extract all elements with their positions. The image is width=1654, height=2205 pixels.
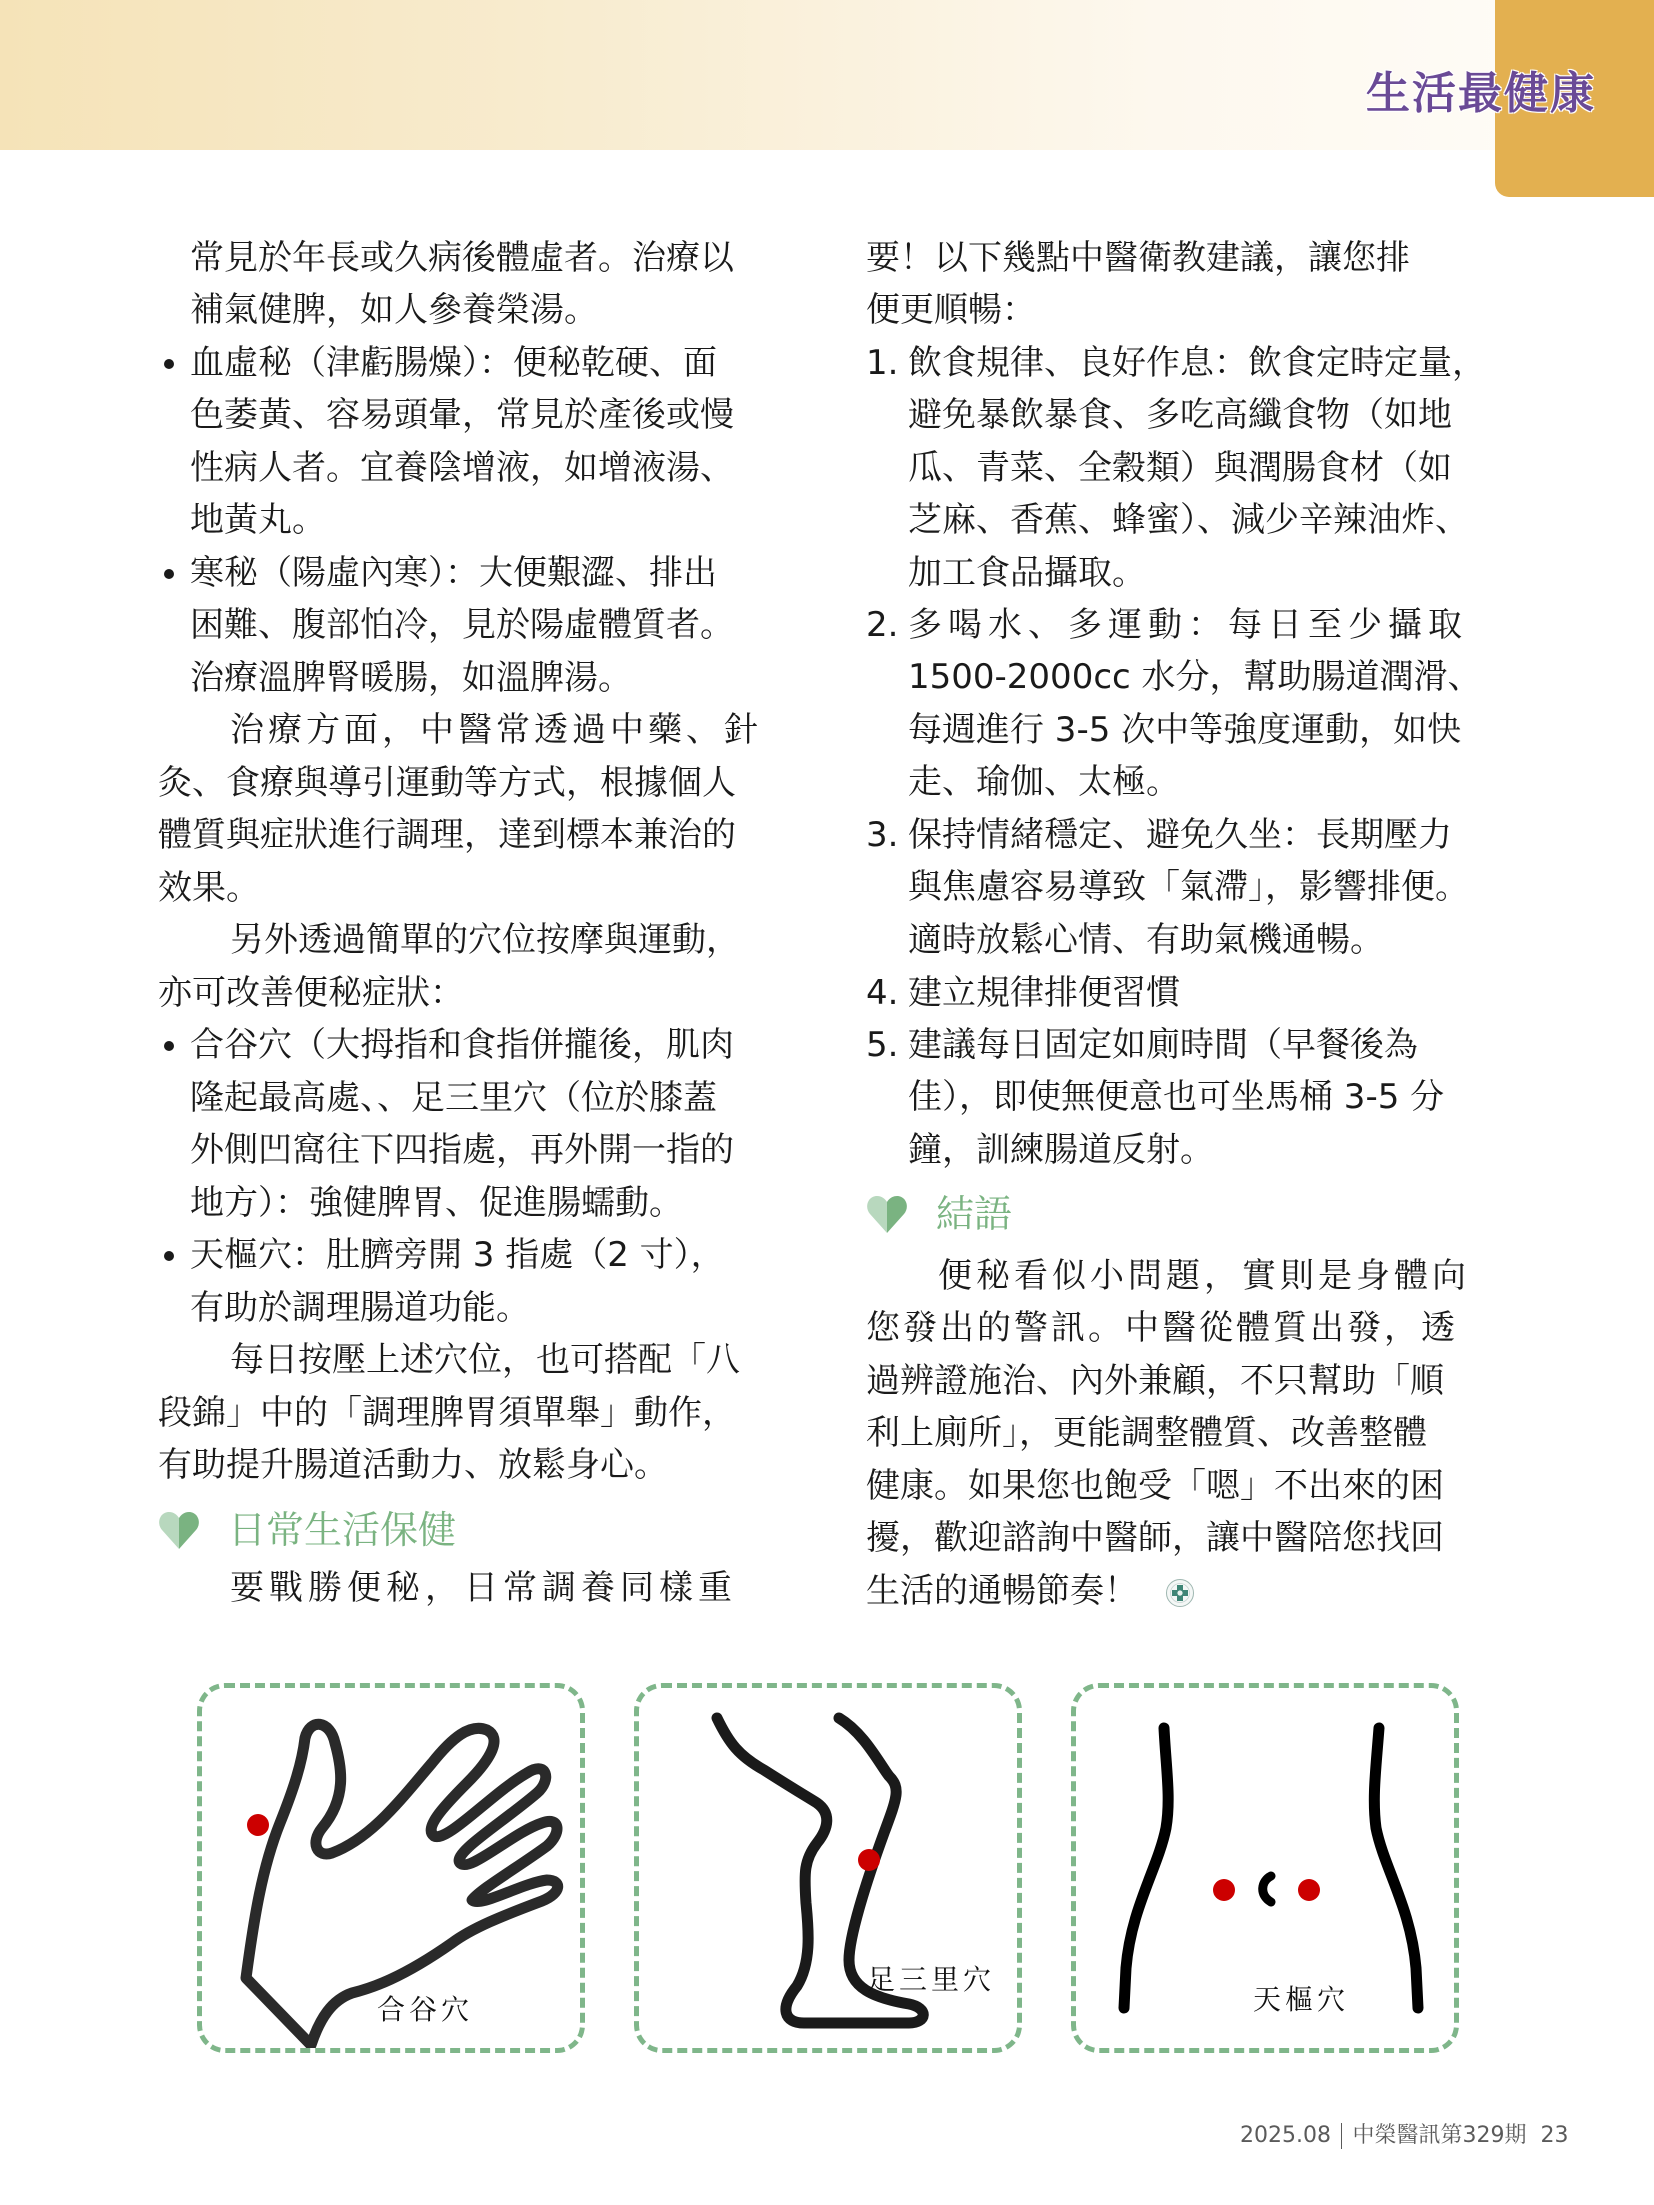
figure-hegu xyxy=(197,1683,585,2053)
text-line: 效果。 xyxy=(158,868,260,908)
text-line: 佳），即使無便意也可坐馬桶 3-5 分 xyxy=(908,1077,1445,1117)
page-number: 23 xyxy=(1540,2123,1569,2148)
section-heading-text: 結語 xyxy=(936,1192,1013,1236)
text-line-last xyxy=(866,1565,1195,1617)
text-line: 加工食品攝取。 xyxy=(908,553,1146,593)
text-line: 補氣健脾，如人參養榮湯。 xyxy=(190,290,598,330)
text-line: 保持情緒穩定、避免久坐：長期壓力 xyxy=(908,815,1452,855)
text-line: 合谷穴（大拇指和食指併攏後，肌肉 xyxy=(190,1025,734,1065)
paragraph-first-line: 每日按壓上述穴位，也可搭配「八 xyxy=(230,1340,740,1380)
text-line: 健康。如果您也飽受「嗯」不出來的困 xyxy=(866,1466,1444,1506)
text-line: 多喝水、多運動：每日至少攝取 xyxy=(908,605,1468,645)
text-line: 利上廁所」，更能調整體質、改善整體 xyxy=(866,1413,1427,1453)
section-title: 生活最健康 xyxy=(1366,68,1596,119)
section-heading-daily-care xyxy=(158,1502,456,1558)
footer-divider xyxy=(1341,2123,1343,2149)
item-number: 1. xyxy=(866,343,899,383)
list-item xyxy=(158,1019,792,1071)
section-heading-conclusion xyxy=(866,1186,1012,1242)
text-line: 外側凹窩往下四指處，再外開一指的 xyxy=(190,1130,734,1170)
item-number: 4. xyxy=(866,973,899,1013)
publication-name: 中榮醫訊第329期 xyxy=(1352,2123,1527,2148)
figure-label: 天樞穴 xyxy=(1253,1983,1350,2016)
section-heading-text: 日常生活保健 xyxy=(228,1508,457,1552)
figure-label: 足三里穴 xyxy=(867,1963,996,1996)
bullet-icon xyxy=(158,1019,180,1071)
paragraph-first-line: 便秘看似小問題，實則是身體向 xyxy=(938,1256,1470,1296)
text-line: 生活的通暢節奏！ xyxy=(866,1571,1138,1611)
list-item xyxy=(158,337,792,389)
paragraph-first-line: 另外透過簡單的穴位按摩與運動， xyxy=(230,920,740,960)
text-line: 要！以下幾點中醫衛教建議，讓您排 xyxy=(866,238,1410,278)
item-number: 2. xyxy=(866,605,899,645)
text-line: 適時放鬆心情、有助氣機通暢。 xyxy=(908,920,1384,960)
text-line: 灸、食療與導引運動等方式，根據個人 xyxy=(158,763,736,803)
text-line: 段錦」中的「調理脾胃須單舉」動作， xyxy=(158,1393,736,1433)
paragraph-first-line: 治療方面，中醫常透過中藥、針 xyxy=(230,710,762,750)
text-line: 地黃丸。 xyxy=(190,500,326,540)
figure-zusanli xyxy=(634,1683,1022,2053)
text-line: 飲食規律、良好作息：飲食定時定量， xyxy=(908,343,1486,383)
issue-date: 2025.08 xyxy=(1240,2123,1331,2148)
text-line: 便更順暢： xyxy=(866,290,1036,330)
text-line: 色萎黃、容易頭暈，常見於產後或慢 xyxy=(190,395,734,435)
text-line: 有助提升腸道活動力、放鬆身心。 xyxy=(158,1445,668,1485)
text-line: 與焦慮容易導致「氣滯」，影響排便。 xyxy=(908,867,1469,907)
text-line: 您發出的警訊。中醫從體質出發，透 xyxy=(866,1308,1458,1348)
bullet-icon xyxy=(158,1229,180,1281)
bullet-icon xyxy=(158,337,180,389)
hospital-logo-icon xyxy=(1165,1578,1195,1608)
item-number: 5. xyxy=(866,1025,899,1065)
text-line: 血虛秘（津虧腸燥）：便秘乾硬、面 xyxy=(190,343,717,383)
text-line: 擾，歡迎諮詢中醫師，讓中醫陪您找回 xyxy=(866,1518,1444,1558)
text-line: 走、瑜伽、太極。 xyxy=(908,762,1180,802)
text-line: 每週進行 3-5 次中等強度運動，如快 xyxy=(908,710,1462,750)
text-line: 芝麻、香蕉、蜂蜜）、減少辛辣油炸、 xyxy=(908,500,1469,540)
text-line: 困難、腹部怕冷，見於陽虛體質者。 xyxy=(190,605,734,645)
text-line: 亦可改善便秘症狀： xyxy=(158,973,464,1013)
text-line: 治療溫脾腎暖腸，如溫脾湯。 xyxy=(190,658,632,698)
text-line: 1500-2000cc 水分，幫助腸道潤滑、 xyxy=(908,657,1482,697)
figure-label: 合谷穴 xyxy=(377,1993,474,2026)
text-line: 體質與症狀進行調理，達到標本兼治的 xyxy=(158,815,736,855)
text-line: 寒秘（陽虛內寒）：大便艱澀、排出 xyxy=(190,553,717,593)
item-number: 3. xyxy=(866,815,899,855)
text-line: 避免暴飲暴食、多吃高纖食物（如地 xyxy=(908,395,1452,435)
text-line: 鐘，訓練腸道反射。 xyxy=(908,1130,1214,1170)
list-item xyxy=(158,1229,792,1281)
list-item xyxy=(158,547,792,599)
page-footer xyxy=(1240,2118,1568,2154)
text-line: 有助於調理腸道功能。 xyxy=(190,1288,530,1328)
text-line: 常見於年長或久病後體虛者。治療以 xyxy=(190,238,734,278)
text-line: 瓜、青菜、全穀類）與潤腸食材（如 xyxy=(908,448,1452,488)
text-line: 建立規律排便習慣 xyxy=(908,973,1180,1013)
text-line: 建議每日固定如廁時間（早餐後為 xyxy=(908,1025,1418,1065)
heart-icon xyxy=(158,1511,200,1549)
figure-tianshu xyxy=(1071,1683,1459,2053)
text-line: 過辨證施治、內外兼顧，不只幫助「順 xyxy=(866,1361,1444,1401)
paragraph-first-line: 要戰勝便秘，日常調養同樣重 xyxy=(230,1568,737,1608)
text-line: 地方）：強健脾胃、促進腸蠕動。 xyxy=(190,1183,683,1223)
heart-icon xyxy=(866,1195,908,1233)
text-line: 性病人者。宜養陰增液，如增液湯、 xyxy=(190,448,734,488)
text-line: 天樞穴：肚臍旁開 3 指處（2 寸）， xyxy=(190,1235,725,1275)
bullet-icon xyxy=(158,547,180,599)
text-line: 隆起最高處、、足三里穴（位於膝蓋 xyxy=(190,1078,717,1118)
